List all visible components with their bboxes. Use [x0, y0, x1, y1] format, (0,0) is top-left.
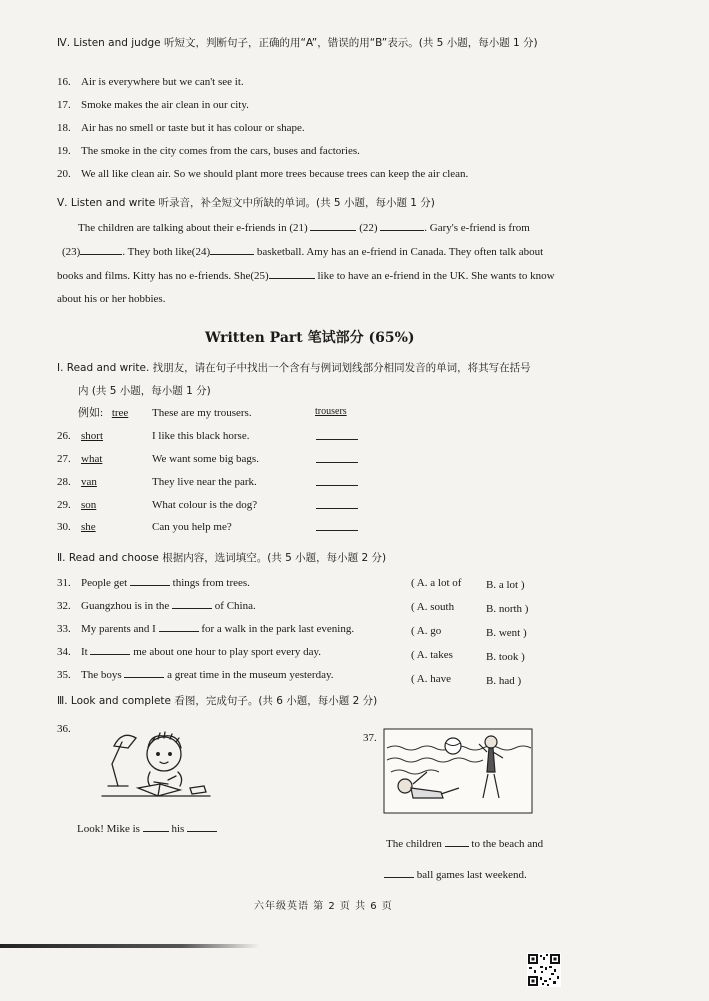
question-35: 35. The boys a great time in the museum yesterday. — [57, 666, 334, 682]
question-37-number: 37. — [363, 732, 377, 744]
boy-writing-picture — [98, 724, 218, 806]
blank-25[interactable] — [269, 267, 315, 279]
question-28: 28. van — [57, 476, 97, 488]
option-34-a: ( A. takes — [411, 649, 453, 661]
passage-line-2: (23) . They both like(24) basketball. Amy has an e-friend in Canada. They often talk about — [62, 243, 543, 259]
answer-line-28[interactable] — [316, 485, 358, 486]
bottom-edge-mark — [0, 944, 260, 948]
blank-36a[interactable] — [143, 820, 169, 832]
blank-22[interactable] — [380, 219, 424, 231]
question-27: 27. what — [57, 453, 103, 465]
blank-37a[interactable] — [445, 835, 469, 847]
qr-code-icon — [527, 953, 561, 987]
written-part-title: Written Part 笔试部分 (65%) — [205, 330, 415, 346]
question-30: 30. she — [57, 521, 96, 533]
question-33: 33. My parents and I for a walk in the park last evening. — [57, 620, 354, 636]
option-33-a: ( A. go — [411, 625, 442, 637]
section-5-header: Ⅴ. Listen and write 听录音，补全短文中所缺的单词。(共 5 小题，每小题 1 分) — [57, 197, 435, 209]
option-31-b: B. a lot ) — [486, 579, 525, 591]
question-32: 32. Guangzhou is in the of China. — [57, 597, 256, 613]
beach-ball-picture — [383, 728, 533, 814]
page-footer: 六年级英语 第 2 页 共 6 页 — [254, 901, 393, 912]
answer-line-26[interactable] — [316, 439, 358, 440]
question-16: 16. Air is everywhere but we can't see it. — [57, 76, 244, 88]
blank-33[interactable] — [159, 620, 199, 632]
question-20: 20. We all like clean air. So we should plant more trees because trees can keep the air clean. — [57, 168, 469, 180]
answer-line-30[interactable] — [316, 530, 358, 531]
option-35-a: ( A. have — [411, 673, 452, 685]
answer-line-29[interactable] — [316, 508, 358, 509]
question-29: 29. son — [57, 499, 97, 511]
question-28-sentence: They live near the park. — [152, 476, 257, 488]
answer-line-27[interactable] — [316, 462, 358, 463]
example-word: tree — [111, 407, 129, 419]
option-35-b: B. had ) — [486, 675, 522, 687]
question-31: 31. People get things from trees. — [57, 574, 250, 590]
blank-23[interactable] — [80, 243, 122, 255]
blank-34[interactable] — [90, 643, 130, 655]
question-26: 26. short — [57, 430, 103, 442]
blank-32[interactable] — [172, 597, 212, 609]
written-section-3-header: Ⅲ. Look and complete 看图，完成句子。(共 6 小题，每小题 2 分) — [57, 695, 378, 707]
question-36-number: 36. — [57, 723, 71, 735]
question-37-line-1: The children to the beach and — [386, 835, 543, 851]
blank-24[interactable] — [210, 243, 254, 255]
question-30-sentence: Can you help me? — [152, 521, 232, 533]
question-27-sentence: We want some big bags. — [152, 453, 259, 465]
option-32-a: ( A. south — [411, 601, 455, 613]
option-32-b: B. north ) — [486, 603, 529, 615]
passage-line-4: about his or her hobbies. — [57, 293, 166, 305]
blank-36b[interactable] — [187, 820, 217, 832]
written-section-1-header-cont: 内 (共 5 小题，每小题 1 分) — [78, 385, 211, 397]
blank-35[interactable] — [124, 666, 164, 678]
blank-37b[interactable] — [384, 866, 414, 878]
question-19: 19. The smoke in the city comes from the cars, buses and factories. — [57, 145, 360, 157]
question-17: 17. Smoke makes the air clean in our city. — [57, 99, 249, 111]
question-29-sentence: What colour is the dog? — [152, 499, 258, 511]
question-18: 18. Air has no smell or taste but it has colour or shape. — [57, 122, 305, 134]
blank-31[interactable] — [130, 574, 170, 586]
section-4-header: Ⅳ. Listen and judge 听短文，判断句子，正确的用“A”，错误的用“B”表示。(共 5 小题，每小题 1 分) — [57, 37, 538, 49]
passage-line-3: books and films. Kitty has no e-friends. She(25) like to have an e-friend in the UK. She wants to know — [57, 267, 555, 283]
question-36-text: Look! Mike is his — [77, 820, 217, 836]
example-row: 例如: tree — [78, 407, 129, 419]
written-section-2-header: Ⅱ. Read and choose 根据内容，选词填空。(共 5 小题，每小题 2 分) — [57, 552, 387, 564]
example-sentence: These are my trousers. — [152, 407, 252, 419]
question-34: 34. It me about one hour to play sport every day. — [57, 643, 321, 659]
blank-21[interactable] — [310, 219, 356, 231]
question-26-sentence: I like this black horse. — [152, 430, 250, 442]
written-section-1-header: Ⅰ. Read and write. 找朋友，请在句子中找出一个含有与例词划线部分相同发音的单词，将其写在括号 — [57, 362, 531, 374]
option-34-b: B. took ) — [486, 651, 525, 663]
passage-line-1: The children are talking about their e-friends in (21) (22) . Gary's e-friend is from — [78, 219, 530, 235]
question-37-line-2: ball games last weekend. — [384, 866, 527, 882]
option-31-a: ( A. a lot of — [411, 577, 462, 589]
option-33-b: B. went ) — [486, 627, 527, 639]
example-answer: trousers — [315, 406, 347, 417]
